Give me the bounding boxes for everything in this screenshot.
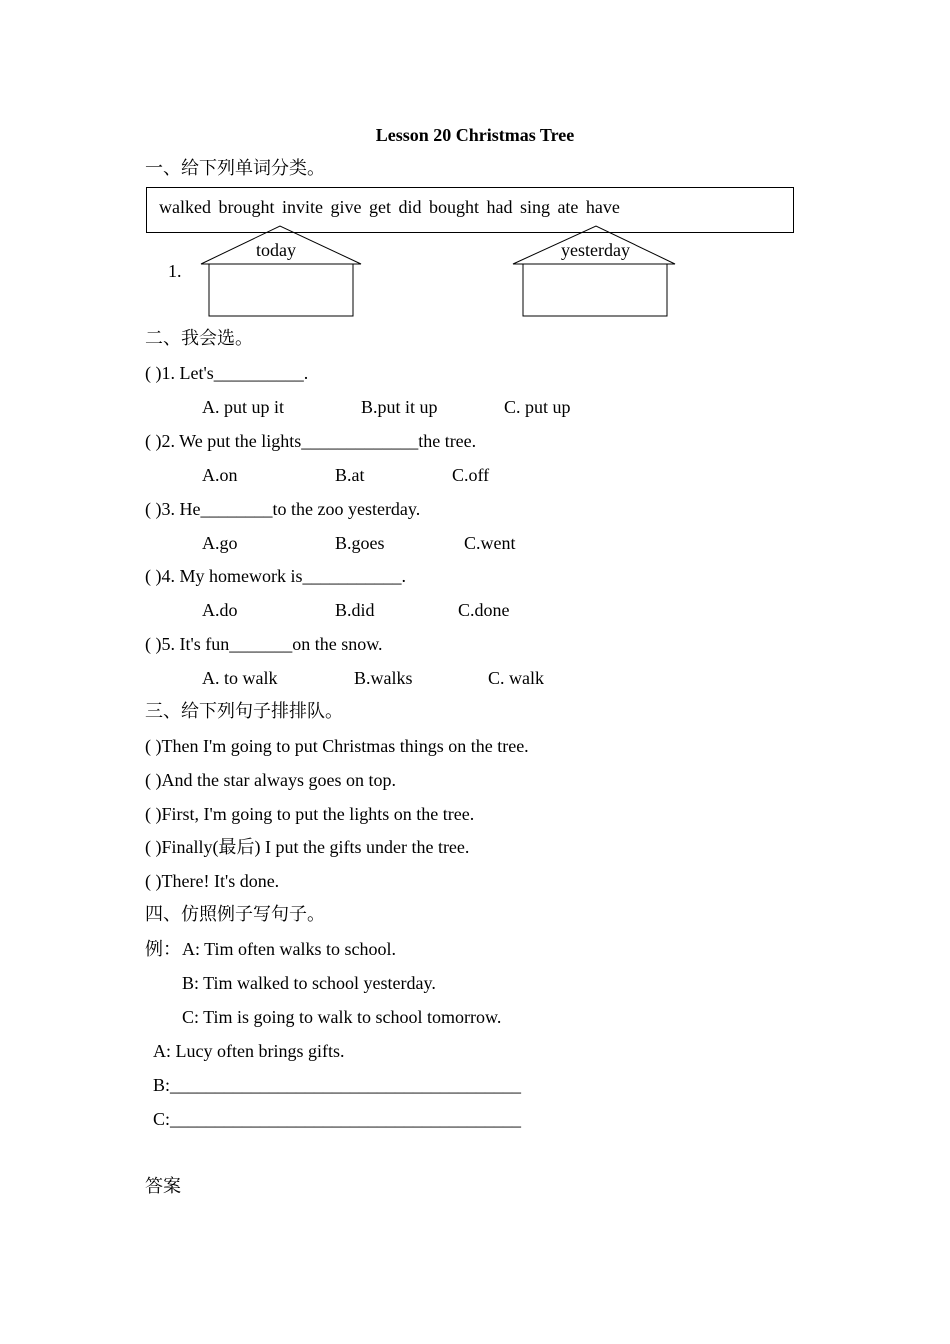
question-stem: ( )5. It's fun_______on the snow. [145, 634, 383, 654]
option-c: C. walk [488, 668, 544, 688]
option-c: C. put up [504, 397, 571, 417]
house-yesterday-label: yesterday [561, 240, 630, 260]
section3-heading: 三、给下列句子排排队。 [145, 701, 343, 721]
option-a: A.do [202, 600, 238, 620]
example-label: 例： [145, 939, 181, 959]
option-a: A. to walk [202, 668, 278, 688]
option-a: A.on [202, 465, 238, 485]
task-sentence-a: A: Lucy often brings gifts. [153, 1041, 345, 1061]
option-b: B.at [335, 465, 365, 485]
option-b: B.walks [354, 668, 413, 688]
section4-heading: 四、仿照例子写句子。 [145, 904, 325, 924]
task-answer-line-c: C:_______________________________________ [153, 1109, 522, 1129]
section2-heading: 二、我会选。 [145, 328, 253, 348]
word-bank-words: walked brought invite give get did bought had sing ate have [159, 197, 620, 217]
option-c: C.went [464, 533, 516, 553]
example-sentence-c: C: Tim is going to walk to school tomorrow. [182, 1007, 502, 1027]
page-title: Lesson 20 Christmas Tree [375, 125, 575, 145]
option-c: C.done [458, 600, 510, 620]
option-a: A. put up it [202, 397, 285, 417]
option-c: C.off [452, 465, 490, 485]
ordering-sentence: ( )And the star always goes on top. [145, 770, 396, 790]
option-b: B.goes [335, 533, 385, 553]
question-stem: ( )2. We put the lights_____________the tree. [145, 431, 477, 451]
ordering-sentence: ( )There! It's done. [145, 871, 280, 891]
task-answer-line-b: B:_______________________________________ [153, 1075, 522, 1095]
option-a: A.go [202, 533, 238, 553]
section1-heading: 一、给下列单词分类。 [145, 158, 325, 178]
option-b: B.put it up [361, 397, 438, 417]
question-stem: ( )1. Let's__________. [145, 363, 309, 383]
question-stem: ( )4. My homework is___________. [145, 566, 406, 586]
ordering-sentence: ( )Then I'm going to put Christmas things on the tree. [145, 736, 529, 756]
answer-heading: 答案 [145, 1176, 181, 1196]
ordering-sentence: ( )First, I'm going to put the lights on the tree. [145, 804, 475, 824]
option-b: B.did [335, 600, 375, 620]
house-today-label: today [256, 240, 296, 260]
example-sentence-b: B: Tim walked to school yesterday. [182, 973, 436, 993]
question-stem: ( )3. He________to the zoo yesterday. [145, 499, 421, 519]
classification-houses [0, 0, 950, 330]
example-sentence-a: A: Tim often walks to school. [182, 939, 397, 959]
item-number: 1. [168, 261, 182, 281]
ordering-sentence: ( )Finally(最后) I put the gifts under the tree. [145, 837, 470, 857]
